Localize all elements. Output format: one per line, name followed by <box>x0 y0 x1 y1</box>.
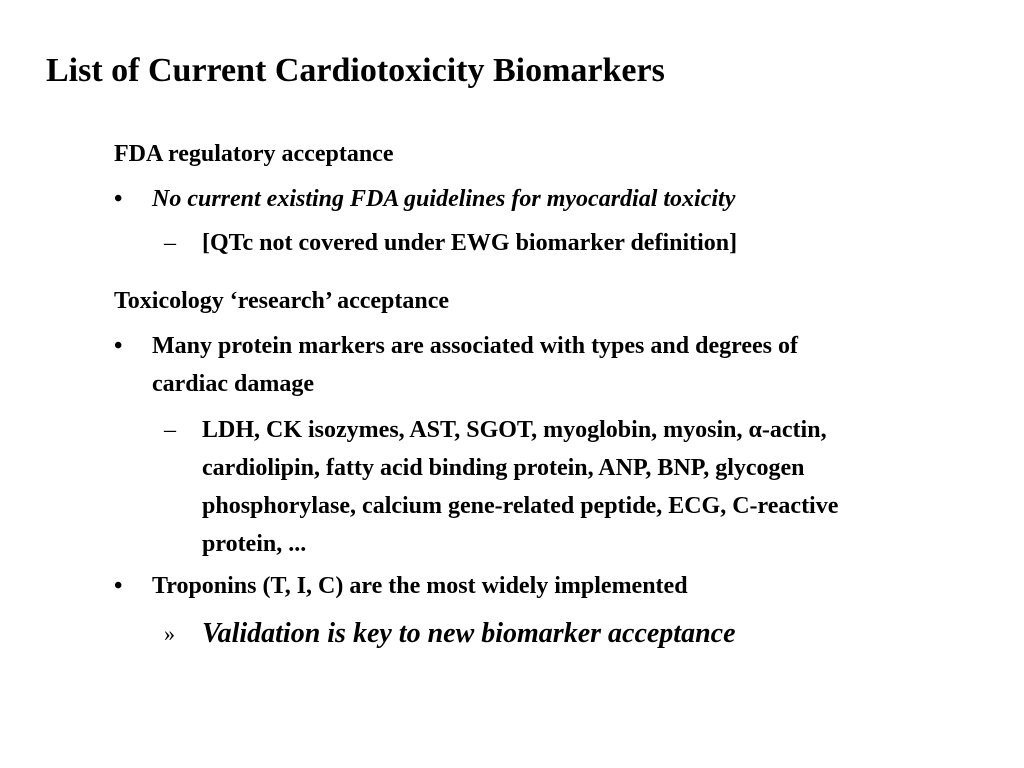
sub-bullet-text: LDH, CK isozymes, AST, SGOT, myoglobin, myosin, α-actin, cardiolipin, fatty acid binding protein, ANP, BNP, glycogen phosphorylase, calcium gene-related peptide, ECG, C-reactive protein, ... <box>202 417 839 557</box>
sub-bullet-text: [QTc not covered under EWG biomarker definition] <box>202 230 738 256</box>
sub-bullet-marker: – <box>164 230 176 256</box>
bullet-text: Many protein markers are associated with types and degrees of cardiac damage <box>152 333 798 397</box>
tertiary-bullet-text: Validation is key to new biomarker acceptance <box>202 618 736 649</box>
slide-title: List of Current Cardiotoxicity Biomarkers <box>46 52 665 89</box>
sub-bullet-marker: – <box>164 417 176 443</box>
bullet-marker: • <box>114 573 123 599</box>
bullet-text: Troponins (T, I, C) are the most widely implemented <box>152 573 688 599</box>
bullet-marker: • <box>114 186 123 212</box>
bullet-marker: • <box>114 333 123 359</box>
section-heading-fda: FDA regulatory acceptance <box>114 141 394 167</box>
bullet-text: No current existing FDA guidelines for myocardial toxicity <box>152 186 736 212</box>
section-heading-toxicology: Toxicology ‘research’ acceptance <box>114 288 450 314</box>
tertiary-bullet-marker: » <box>164 621 175 646</box>
